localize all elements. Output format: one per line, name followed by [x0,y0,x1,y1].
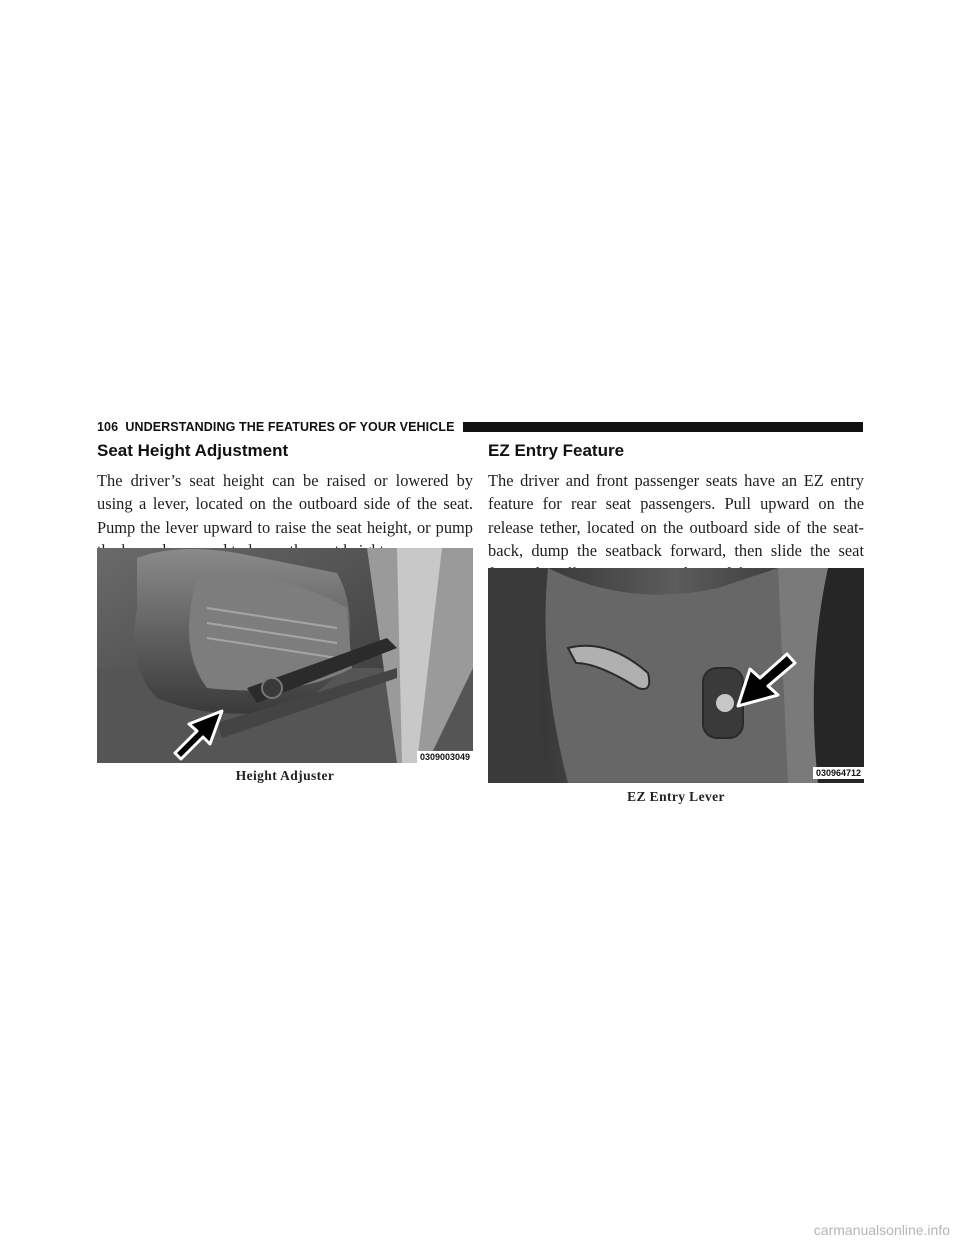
height-adjuster-figure [97,548,473,763]
page-number: 106 [97,420,119,434]
ez-entry-figure [488,568,864,783]
height-adjuster-caption: Height Adjuster [235,768,335,783]
page-header-text [97,420,463,434]
ez-entry-code: 030964712 [813,767,864,779]
seat-height-heading: Seat Height Adjustment [97,441,289,460]
ez-entry-photo [488,568,864,783]
section-title: UNDERSTANDING THE FEATURES OF YOUR VEHICLE [125,420,455,434]
header-rule [463,422,863,432]
height-adjuster-photo [97,548,473,763]
ez-entry-caption: EZ Entry Lever [627,789,725,804]
right-column [488,441,864,585]
seat-height-body: The driver’s seat height can be raised or lowered by using a lever, located on the outboard side of the seat. Pump the lever upward to raise the seat height, or pump [97,471,473,537]
page-header [97,420,863,434]
watermark-text: carmanualsonline.info [813,1222,950,1238]
ez-entry-heading: EZ Entry Feature [488,441,625,460]
left-column [97,441,473,562]
ez-entry-body: The driver and front passenger seats have an EZ entry feature for rear seat passengers. Pull upward on the release tether, located on the outboard side of the seat-back, dump the seatback forward, then slide the seat [488,471,864,560]
height-adjuster-code: 0309003049 [417,751,473,763]
